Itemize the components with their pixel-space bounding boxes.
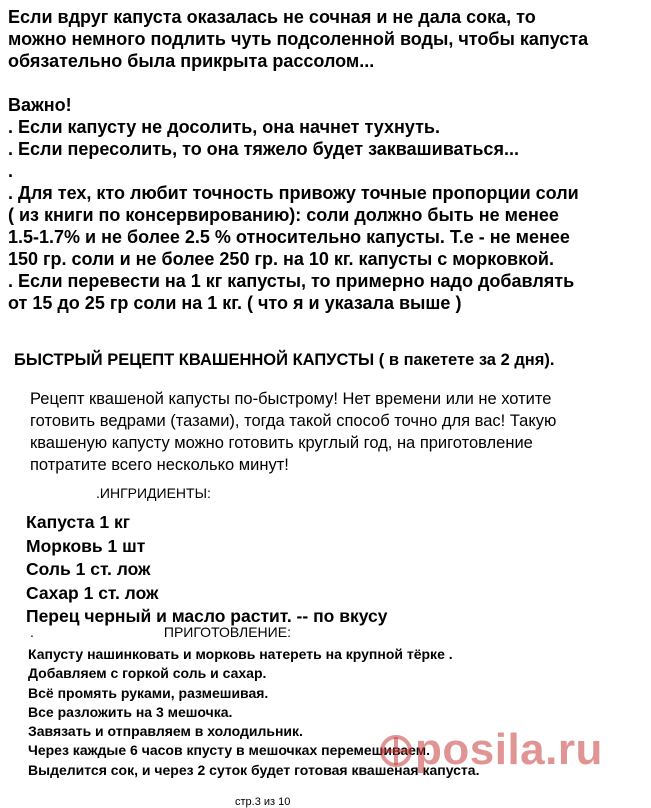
ingredients-heading: .ИНГРИДИЕНТЫ:	[96, 485, 211, 501]
recipe-description	[30, 388, 556, 476]
notes-line: . Если пересолить, то она тяжело будет заквашиваться...	[8, 139, 519, 159]
notes-line: от 15 до 25 гр соли на 1 кг. ( что я и указала выше )	[8, 293, 462, 313]
notes-line: ( из книги по консервированию): соли должно быть не менее	[8, 205, 559, 225]
intro-paragraph	[8, 6, 588, 72]
logo-icon	[375, 730, 417, 772]
list-item: Сахар 1 ст. лож	[26, 582, 159, 603]
description-line: готовить ведрами (тазами), тогда такой способ точно для вас! Такую	[30, 412, 557, 430]
list-item: Выделится сок, и через 2 суток будет готовая квашеная капуста.	[28, 761, 480, 778]
notes-line: . Для тех, кто любит точность привожу точные пропорции соли	[8, 183, 579, 203]
notes-line: . Если перевести на 1 кг капусты, то примерно надо добавлять	[8, 271, 575, 291]
notes-line: .	[8, 161, 14, 181]
description-line: Рецепт квашеной капусты по-быстрому! Нет времени или не хотите	[30, 390, 552, 408]
list-item: Всё промять руками, размешивая.	[28, 684, 269, 701]
description-line: квашеную капусту можно готовить круглый год, на приготовление	[30, 434, 533, 452]
intro-line: Если вдруг капуста оказалась не сочная и не дала сока, то	[8, 7, 536, 27]
list-item: Морковь 1 шт	[26, 535, 146, 556]
list-item: Все разложить на 3 мешочка.	[28, 703, 233, 720]
recipe-title: БЫСТРЫЙ РЕЦЕПТ КВАШЕННОЙ КАПУСТЫ ( в пакетете за 2 дня).	[14, 351, 555, 369]
list-item: Капуста 1 кг	[26, 512, 131, 532]
list-item: Капусту нашинковать и морковь натереть на крупной тёрке .	[28, 646, 453, 662]
notes-line: 1.5-1.7% и не более 2.5 % относительно капусты. Т.е - не менее	[8, 227, 570, 247]
watermark	[375, 722, 645, 802]
intro-line: обязательно была прикрыта рассолом...	[8, 51, 375, 71]
watermark-text: posila.ru	[415, 725, 603, 774]
notes-line: Важно!	[8, 95, 72, 115]
description-line: потратите всего несколько минут!	[30, 456, 289, 474]
page-indicator: стр.3 из 10	[235, 796, 291, 808]
preparation-heading	[30, 624, 291, 640]
list-item: Через каждые 6 часов кпусту в мешочках перемешиваем.	[28, 742, 431, 759]
preparation-label: ПРИГОТОВЛЕНИЕ:	[163, 624, 291, 640]
preparation-bullet: .	[30, 624, 34, 640]
intro-line: можно немного подлить чуть подсоленной воды, чтобы капуста	[8, 29, 589, 49]
salt-notes	[8, 94, 579, 314]
ingredients-list	[26, 511, 387, 629]
list-item: Соль 1 ст. лож	[26, 559, 151, 579]
notes-line: 150 гр. соли и не более 250 гр. на 10 кг. капусты с морковкой.	[8, 249, 554, 269]
list-item: Добавляем с горкой соль и сахар.	[28, 665, 267, 682]
list-item: Перец черный и масло растит. -- по вкусу	[26, 606, 388, 626]
list-item: Завязать и отправляем в холодильник.	[28, 723, 303, 740]
notes-line: . Если капусту не досолить, она начнет тухнуть.	[8, 117, 440, 137]
